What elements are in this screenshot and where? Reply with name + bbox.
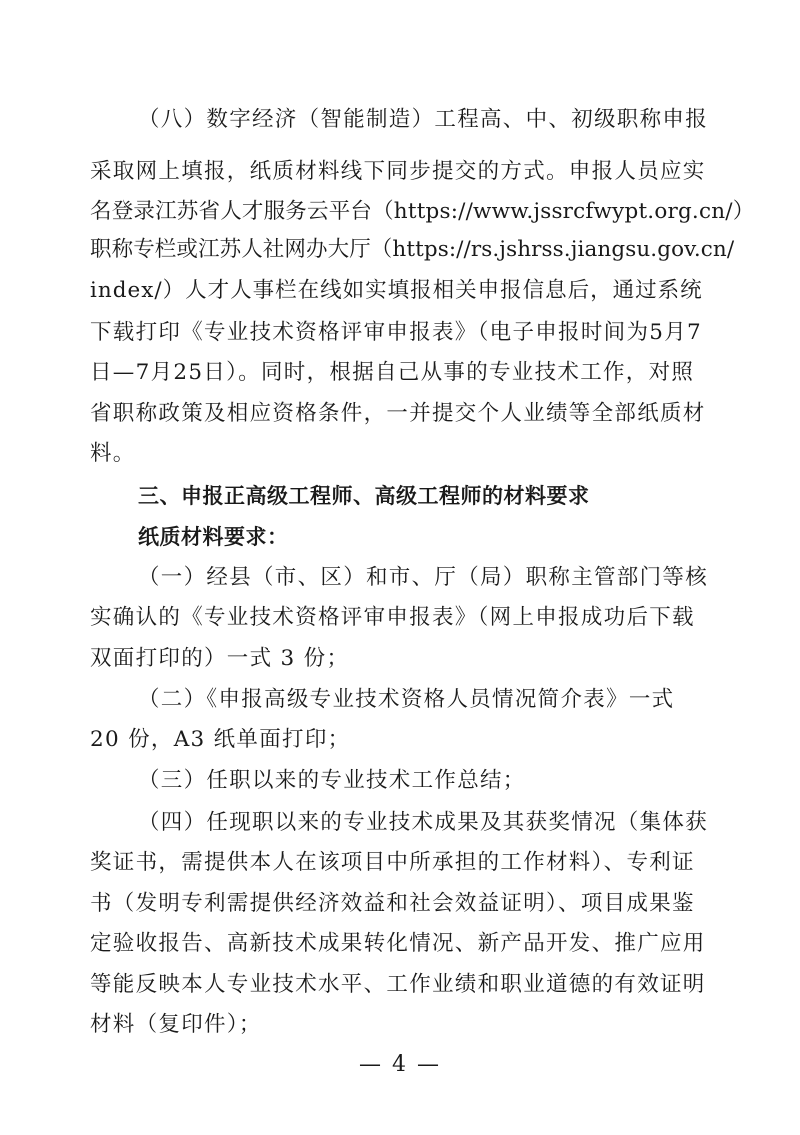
paragraph-8-line-5: index/）人才人事栏在线如实填报相关申报信息后，通过系统 [90, 278, 703, 303]
item-1-line-2: 实确认的《专业技术资格评审申报表》（网上申报成功后下载 [90, 605, 695, 630]
item-1-line-1: （一）经县（市、区）和市、厅（局）职称主管部门等核 [138, 565, 709, 590]
paragraph-8-line-8: 省职称政策及相应资格条件，一并提交个人业绩等全部纸质材 [90, 401, 706, 426]
section-3-heading: 三、申报正高级工程师、高级工程师的材料要求 [138, 484, 590, 508]
paragraph-8-line-1: （八）数字经济（智能制造）工程高、中、初级职称申报 [138, 107, 709, 132]
item-4-line-1: （四）任现职以来的专业技术成果及其获奖情况（集体获 [138, 810, 709, 835]
paragraph-8-line-3: 名登录江苏省人才服务云平台（https://www.jssrcfwypt.org.cn/） [90, 199, 755, 224]
item-4-line-3: 书（发明专利需提供经济效益和社会效益证明）、项目成果鉴 [90, 891, 695, 916]
paragraph-8-line-4: 职称专栏或江苏人社网办大厅（https://rs.jshrss.jiangsu.gov.cn/ [90, 237, 735, 262]
item-4-line-4: 定验收报告、高新技术成果转化情况、新产品开发、推广应用 [90, 931, 706, 956]
item-1-line-3: 双面打印的）一式 3 份； [90, 646, 350, 671]
item-4-line-6: 材料（复印件）； [90, 1012, 262, 1037]
paragraph-8-line-6: 下载打印《专业技术资格评审申报表》（电子申报时间为5月7 [90, 320, 703, 345]
item-3-line-1: （三）任职以来的专业技术工作总结； [138, 768, 526, 793]
item-2-line-1: （二）《申报高级专业技术资格人员情况简介表》一式 [138, 687, 675, 712]
paper-materials-heading: 纸质材料要求： [138, 525, 289, 549]
item-4-line-2: 奖证书，需提供本人在该项目中所承担的工作材料）、专利证 [90, 850, 695, 875]
page-number: — 4 — [359, 1052, 441, 1077]
paragraph-8-line-2: 采取网上填报，纸质材料线下同步提交的方式。申报人员应实 [90, 159, 706, 184]
item-4-line-5: 等能反映本人专业技术水平、工作业绩和职业道德的有效证明 [90, 972, 706, 997]
paragraph-8-line-9: 料。 [90, 441, 136, 466]
paragraph-8-line-7: 日—7月25日）。同时，根据自己从事的专业技术工作，对照 [90, 360, 695, 385]
item-2-line-2: 20 份，A3 纸单面打印； [90, 727, 351, 752]
